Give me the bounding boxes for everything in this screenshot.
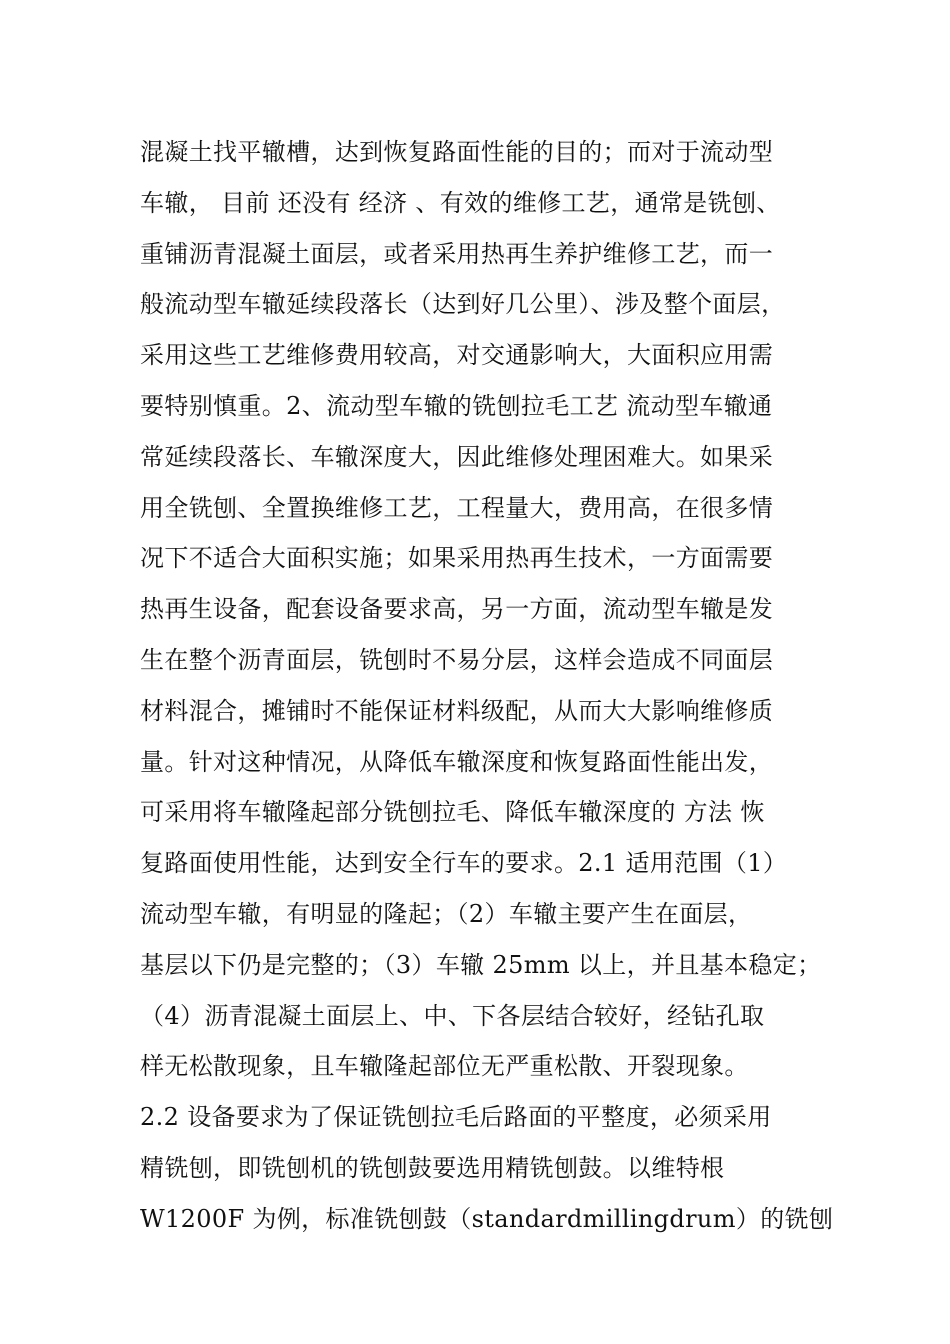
text-line: 精铣刨，即铣刨机的铣刨鼓要选用精铣刨鼓。以维特根 <box>140 1153 725 1182</box>
body-text <box>140 132 834 1250</box>
text-line: 常延续段落长、车辙深度大，因此维修处理困难大。如果采 <box>140 442 774 471</box>
text-line: 用全铣刨、全置换维修工艺，工程量大，费用高，在很多情 <box>140 493 774 522</box>
text-line: 样无松散现象，且车辙隆起部位无严重松散、开裂现象。 <box>140 1052 749 1081</box>
text-line: 生在整个沥青面层，铣刨时不易分层，这样会造成不同面层 <box>140 645 774 674</box>
text-line: 量。针对这种情况，从降低车辙深度和恢复路面性能出发， <box>140 747 774 776</box>
text-line: 车辙， 目前 还没有 经济 、有效的维修工艺，通常是铣刨、 <box>140 188 781 217</box>
text-line: （4）沥青混凝土面层上、中、下各层结合较好，经钻孔取 <box>140 1001 765 1030</box>
text-line: 流动型车辙，有明显的隆起；（2）车辙主要产生在面层， <box>140 899 753 928</box>
text-line: 材料混合，摊铺时不能保证材料级配，从而大大影响维修质 <box>140 696 774 725</box>
text-line: 复路面使用性能，达到安全行车的要求。2.1 适用范围（1） <box>140 849 788 878</box>
text-line: 热再生设备，配套设备要求高，另一方面，流动型车辙是发 <box>140 595 774 624</box>
text-line: 混凝土找平辙槽，达到恢复路面性能的目的；而对于流动型 <box>140 138 774 166</box>
text-line: 2.2 设备要求为了保证铣刨拉毛后路面的平整度，必须采用 <box>140 1103 772 1132</box>
text-line: 况下不适合大面积实施；如果采用热再生技术，一方面需要 <box>140 544 774 573</box>
text-line: 般流动型车辙延续段落长（达到好几公里）、涉及整个面层， <box>140 290 786 319</box>
text-line: W1200F 为例，标准铣刨鼓（standardmillingdrum）的铣刨 <box>140 1204 834 1233</box>
text-line: 重铺沥青混凝土面层，或者采用热再生养护维修工艺，而一 <box>140 239 774 268</box>
text-line: 可采用将车辙隆起部分铣刨拉毛、降低车辙深度的 方法 恢 <box>140 798 765 827</box>
text-line: 采用这些工艺维修费用较高，对交通影响大，大面积应用需 <box>140 341 774 370</box>
text-line: 基层以下仍是完整的；（3）车辙 25mm 以上，并且基本稳定； <box>140 950 822 979</box>
text-line: 要特别慎重。2、流动型车辙的铣刨拉毛工艺 流动型车辙通 <box>140 391 773 420</box>
